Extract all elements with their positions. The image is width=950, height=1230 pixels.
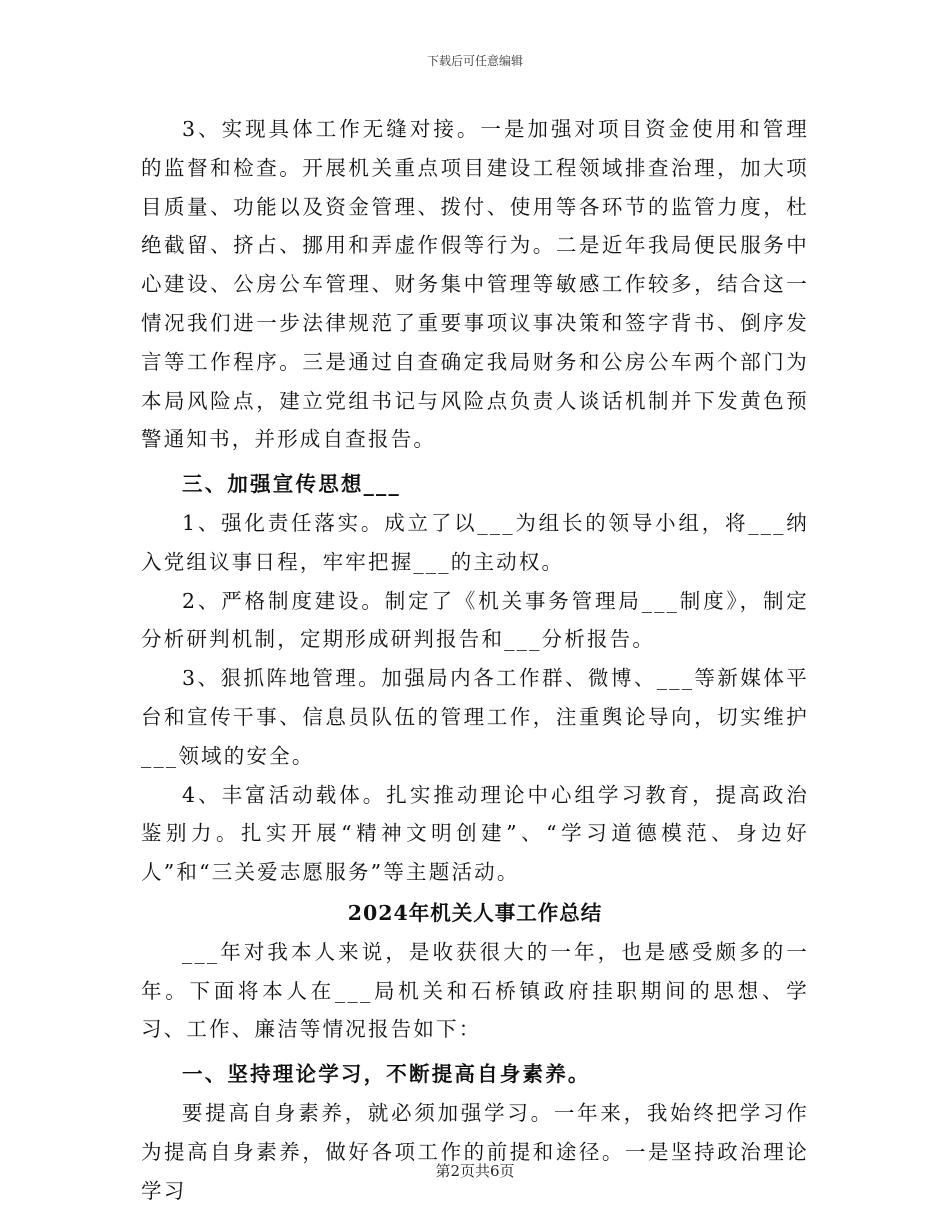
paragraph-activities: 4、丰富活动载体。扎实推动理论中心组学习教育，提高政治鉴别力。扎实开展“精神文明创建”、“学习道德模范、身边好人”和“三关爱志愿服务”等主题活动。 bbox=[141, 782, 809, 885]
paragraph-position-management: 3、狠抓阵地管理。加强局内各工作群、微博、___等新媒体平台和宣传干事、信息员队伍的管理工作，注重舆论导向，切实维护___领域的安全。 bbox=[141, 666, 809, 768]
paragraph-system-building: 2、严格制度建设。制定了《机关事务管理局___制度》，制定分析研判机制，定期形成研判报告和___分析报告。 bbox=[141, 588, 809, 652]
section-heading-publicity: 三、加强宣传思想___ bbox=[182, 472, 401, 497]
document-title: 2024年机关人事工作总结 bbox=[347, 900, 603, 925]
section-heading-theory-study: 一、坚持理论学习，不断提高自身素养。 bbox=[182, 1062, 591, 1087]
page-header-note: 下载后可任意编辑 bbox=[426, 54, 523, 68]
page-number-footer: 第2页共6页 bbox=[435, 1162, 515, 1180]
paragraph-project-funds: 3、实现具体工作无缝对接。一是加强对项目资金使用和管理的监督和检查。开展机关重点项目建设工程领域排查治理，加大项目质量、功能以及资金管理、拨付、使用等各环节的监管力度，杜绝截留、挤占、挪用和弄虚作假等行为。二是近年我局便民服务中心建设、公房公车管理、财务集中管理等敏感工作较多，结合这一情况我们进一步法律规范了重要事项议事决策和签字背书、倒序发言等工作程序。三是通过自查确定我局财务和公房公车两个部门为本局风险点，建立党组书记与风险点负责人谈话机制并下发黄色预警通知书，并形成自查报告。 bbox=[141, 117, 809, 452]
paragraph-intro: ___年对我本人来说，是收获很大的一年，也是感受颇多的一年。下面将本人在___局机关和石桥镇政府挂职期间的思想、学习、工作、廉洁等情况报告如下： bbox=[141, 939, 809, 1042]
document-body bbox=[141, 110, 809, 1210]
paragraph-study: 要提高自身素养，就必须加强学习。一年来，我始终把学习作为提高自身素养，做好各项工作的前提和途径。一是坚持政治理论学习 bbox=[141, 1100, 809, 1203]
paragraph-responsibility: 1、强化责任落实。成立了以___为组长的领导小组，将___纳入党组议事日程，牢牢把握___的主动权。 bbox=[141, 510, 809, 574]
